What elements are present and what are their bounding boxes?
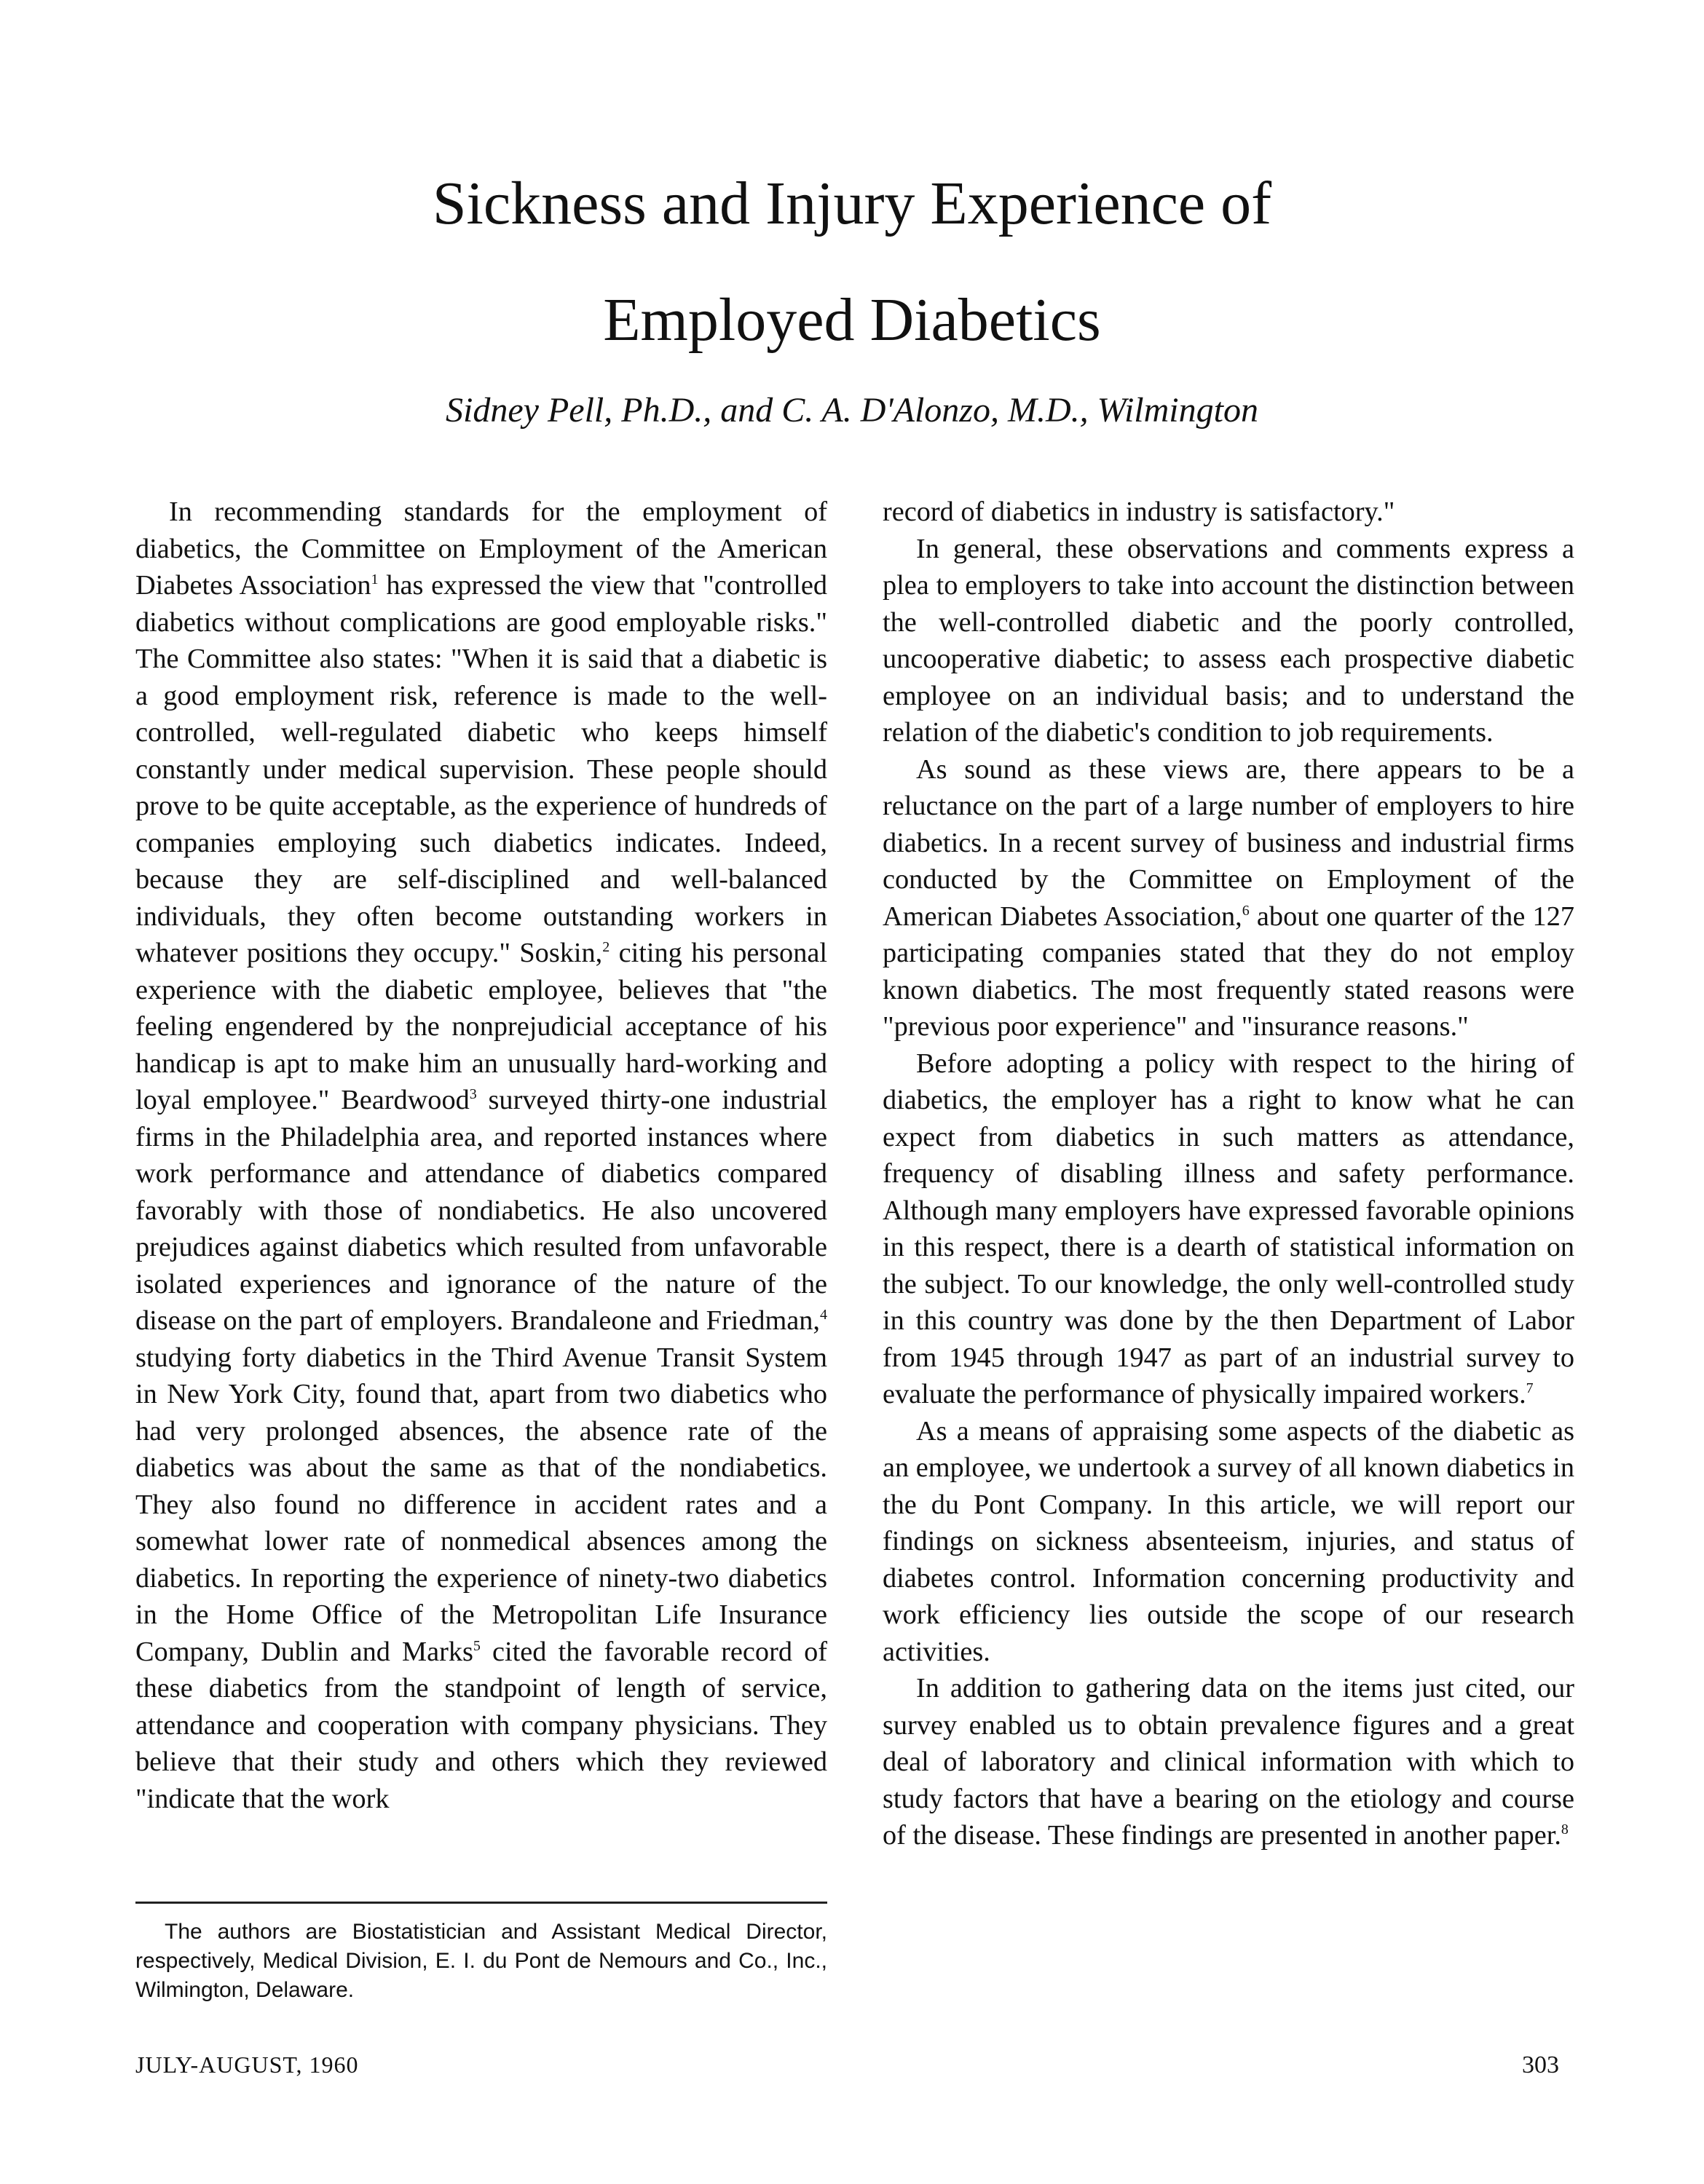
reference-marker: 6 — [1242, 902, 1250, 919]
title-line-1: Sickness and Injury Experience of — [432, 170, 1272, 237]
paragraph: As a means of appraising some aspects of the diabetic as an employee, we undertook a survey of all known diabetics in the du Pont Company. In this article, we will report our findings on sickness absenteeism, injuries, and status of diabetes control. Information concerning productivity and work efficiency lies outside the scope of our research activities. — [883, 1415, 1574, 1667]
reference-marker: 1 — [371, 571, 379, 588]
author-byline: Sidney Pell, Ph.D., and C. A. D'Alonzo, M.D., Wilmington — [446, 391, 1258, 430]
paragraph: In general, these observations and comments express a plea to employers to take into account the distinction between the well-controlled diabetic and the poorly controlled, uncooperative diabetic; to assess each prospective diabetic employee on an individual basis; and to understand the relation of the diabetic's condition to job requirements. — [883, 533, 1574, 748]
right-column — [883, 494, 1574, 1854]
page-number: 303 — [1522, 2052, 1559, 2078]
reference-marker: 7 — [1526, 1380, 1534, 1397]
reference-marker: 8 — [1561, 1821, 1569, 1838]
paragraph-intro: In recommending standards for the employment of diabetics, the Committee on Employment of the American Diabetes Association$^1$ has expressed the view that "controlled diabetics without complications are good employable risks." The Committee also states: "When it is said that a diabetic is a good employment risk, reference is made to the well-controlled, well-regulated diabetic who keeps himself constantly under medical supervision. These people should prove to be quite acceptable, as the experience of hundreds of companies employing such diabetics indicates. Indeed, because they are self-disciplined and well-balanced individuals, they often become outstanding workers in whatever positions they occupy." Soskin,$^2$ citing his personal experience with the diabetic employee, believes that "the feeling engendered by the nonprejudicial acceptance of his handicap is apt to make him an unusually hard-working and loyal employee." Beardwood$^3$ surveyed thirty-one industrial firms in the Philadelphia area, and reported instances where work performance and attendance of diabetics compared favorably with those of nondiabetics. He also uncovered prejudices against diabetics which resulted from unfavorable isolated experiences and ignorance of the nature of the disease on the part of employers. Brandaleone and Friedman,$^4$ studying forty diabetics in the Third Avenue Transit System in New York City, found that, apart from two diabetics who had very prolonged absences, the absence rate of the diabetics was about the same as that of the nondiabetics. They also found no difference in accident rates and a somewhat lower rate of nonmedical absences among the diabetics. In reporting the experience of ninety-two diabetics in the Home Office of the Metropolitan Life Insurance Company, Dublin and Marks$^5$ cited the favorable record of these diabetics from the standpoint of length of service, attendance and cooperation with company physicians. They believe that their study and others which they reviewed "indicate that the work — [135, 496, 827, 1814]
left-column — [135, 494, 827, 1817]
reference-marker: 5 — [473, 1637, 481, 1654]
paragraph-continued: record of diabetics in industry is satisfactory." — [883, 496, 1395, 527]
issue-date: JULY-AUGUST, 1960 — [135, 2052, 359, 2078]
article-title — [0, 146, 1704, 379]
paragraph: In addition to gathering data on the items just cited, our survey enabled us to obtain prevalence figures and a great deal of laboratory and clinical information with which to study factors that have a bearing on the etiology and course of the disease. These findings are presented in another paper.$^8$ — [883, 1673, 1574, 1851]
author-footnote: The authors are Biostatistician and Assistant Medical Director, respectively, Medical Division, E. I. du Pont de Nemours and Co., Inc., Wilmington, Delaware. — [135, 1920, 827, 2002]
paragraph: Before adopting a policy with respect to the hiring of diabetics, the employer has a right to know what he can expect from diabetics in such matters as attendance, frequency of disabling illness and safety performance. Although many employers have expressed favorable opinions in this respect, there is a dearth of statistical information on the subject. To our knowledge, the only well-controlled study in this country was done by the then Department of Labor from 1945 through 1947 as part of an industrial survey to evaluate the performance of physically impaired workers.$^7$ — [883, 1048, 1574, 1409]
paragraph: As sound as these views are, there appears to be a reluctance on the part of a large number of employers to hire diabetics. In a recent survey of business and industrial firms conducted by the Committee on Employment of the American Diabetes Association,$^6$ about one quarter of the 127 participating companies stated that they do not employ known diabetics. The most frequently stated reasons were "previous poor experience" and "insurance reasons." — [883, 753, 1574, 1042]
reference-marker: 2 — [602, 939, 610, 956]
reference-marker: 3 — [469, 1086, 477, 1103]
reference-marker: 4 — [820, 1307, 827, 1324]
title-line-2: Employed Diabetics — [603, 286, 1101, 354]
footnote-divider — [135, 1902, 827, 1904]
